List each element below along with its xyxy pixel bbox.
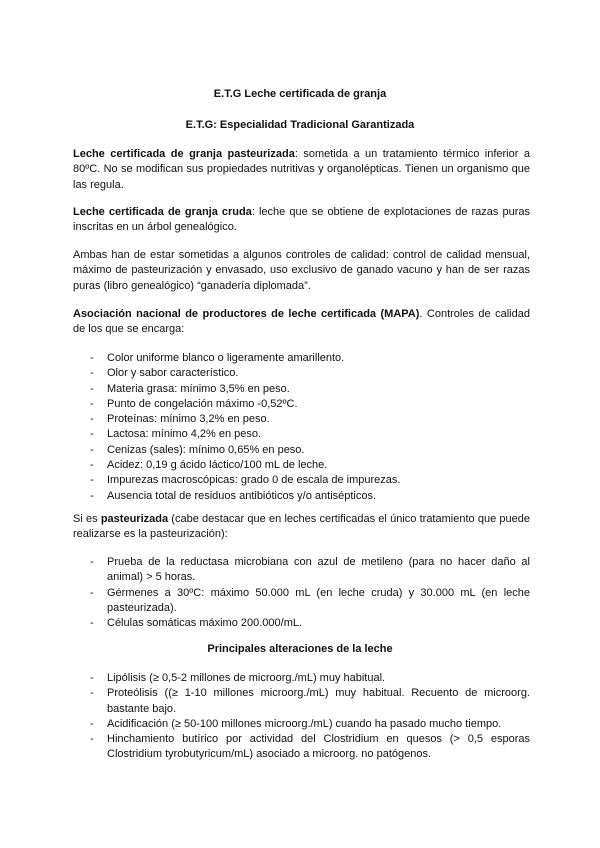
list-item: - Impurezas macroscópicas: grado 0 de escala de impurezas. [73,473,530,488]
list-item: - Células somáticas máximo 200.000/mL. [73,616,530,631]
list-item: - Materia grasa: mínimo 3,5% en peso. [73,382,530,397]
paragraph-controles: Ambas han de estar sometidas a algunos controles de calidad: control de calidad mensual, máximo de pasteurización y envasado, uso exclusivo de ganado vacuno y han de ser razas puras (libro genealógico) “ganadería diplomada”. [73,249,530,292]
paragraph-si-pasteurizada [73,512,530,543]
list-item: - Lipólisis (≥ 0,5-2 millones de microorg./mL) muy habitual. [73,671,530,686]
list-item: - Hinchamiento butírico por actividad del Clostridium en quesos (> 0,5 esporas Clostridium tyrobutyricum/mL) asociado a microorg. no patógenos. [73,732,530,763]
list-item: - Cenizas (sales): mínimo 0,65% en peso. [73,443,530,458]
term-asociacion: Asociación nacional de productores de leche certificada (MAPA) [73,308,420,320]
document-subtitle: E.T.G: Especialidad Tradicional Garantizada [185,119,415,131]
definition-cruda: : leche que se obtiene de explotaciones de razas puras inscritas en un árbol genealógico. [73,206,530,234]
definition-pasteurizada: : sometida a un tratamiento térmico inferior a 80ºC. No se modifican sus propiedades nutritivas y organolépticas. Tienen un organismo que las regula. [73,148,531,191]
pasteurization-tests-list [73,555,530,631]
list-item: - Proteínas: mínimo 3,2% en peso. [73,412,530,427]
list-item: - Proteólisis ((≥ 1-10 millones microorg./mL) muy habitual. Recuento de microorg. bastante bajo. [73,686,530,717]
term-cruda: Leche certificada de granja cruda [73,206,252,218]
list-item: - Acidificación (≥ 50-100 millones microorg./mL) cuando ha pasado mucho tiempo. [73,717,530,732]
section-heading-alteraciones: Principales alteraciones de la leche [207,643,393,655]
list-item: - Color uniforme blanco o ligeramente amarillento. [73,351,530,366]
list-item: - Acidez: 0,19 g ácido láctico/100 mL de leche. [73,458,530,473]
asociacion-text: . Controles de calidad de los que se encarga: [73,308,530,336]
term-pasteurizada-2: pasteurizada [100,513,169,525]
paragraph-asociacion [73,307,530,338]
alterations-list [73,671,530,763]
list-item: - Gérmenes a 30ºC: máximo 50.000 mL (en leche cruda) y 30.000 mL (en leche pasteurizada). [73,586,530,617]
term-pasteurizada: Leche certificada de granja pasteurizada [73,148,295,160]
list-item: - Olor y sabor característico. [73,366,530,381]
paragraph-pasteurizada [73,147,530,193]
list-item: - Ausencia total de residuos antibióticos y/o antisépticos. [73,489,530,504]
list-item: - Prueba de la reductasa microbiana con azul de metileno (para no hacer daño al animal) > 5 horas. [73,555,530,586]
paragraph-cruda [73,205,530,236]
document-title: E.T.G Leche certificada de granja [213,88,387,100]
pasteurizada-text: (cabe destacar que en leches certificadas el único tratamiento que puede realizarse es la pasteurización): [73,513,530,541]
quality-controls-list [73,351,530,504]
pasteurizada-pre: Si es [73,513,101,525]
list-item: - Lactosa: mínimo 4,2% en peso. [73,427,530,442]
list-item: - Punto de congelación máximo -0,52ºC. [73,397,530,412]
